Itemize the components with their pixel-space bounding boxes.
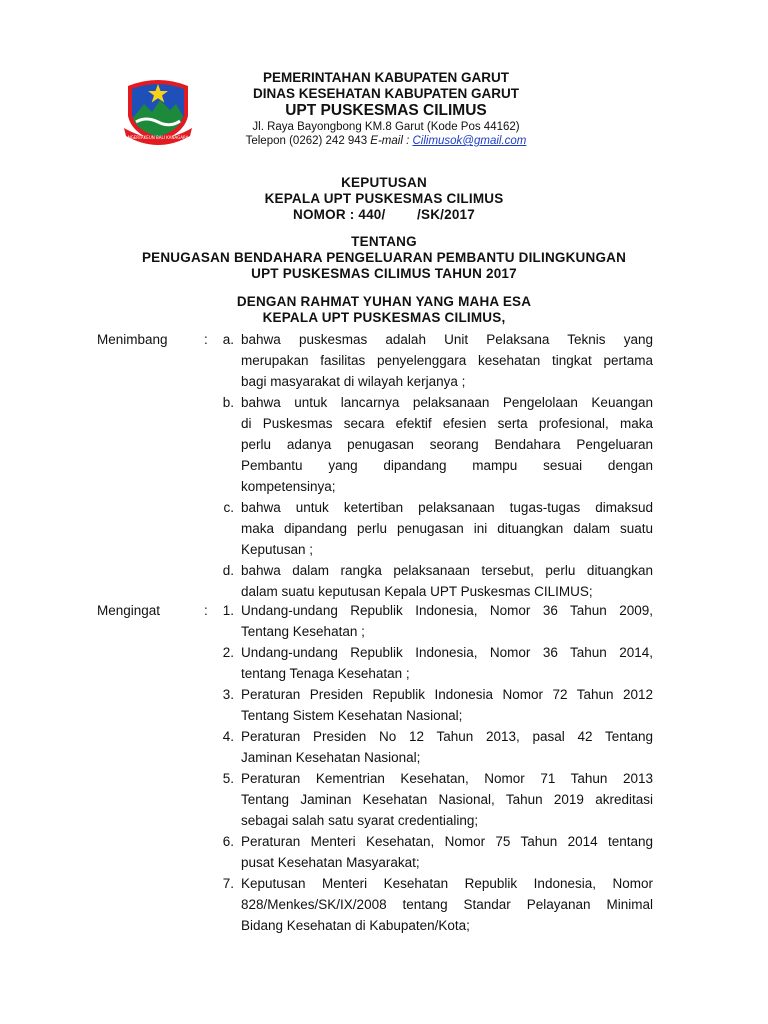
- mengingat-item-text: sebagai salah satu syarat credentialing;: [241, 813, 479, 828]
- mengingat-item-text: Bidang Kesehatan di Kabupaten/Kota;: [241, 918, 470, 933]
- mengingat-line: [0, 642, 768, 663]
- mengingat-item-text: 828/Menkes/SK/IX/2008 tentang Standar Pelayanan Minimal: [241, 897, 653, 912]
- decree-number: NOMOR : 440/ /SK/2017: [293, 207, 475, 222]
- mengingat-label: Mengingat: [97, 603, 161, 618]
- institution-name: UPT PUSKESMAS CILIMUS: [285, 102, 487, 119]
- mengingat-item-text: tentang Tenaga Kesehatan ;: [241, 666, 410, 681]
- menimbang-item-text: bahwa untuk lancarnya pelaksanaan Pengelolaan Keuangan: [241, 395, 653, 410]
- mengingat-line: [0, 915, 768, 936]
- menimbang-item-text: bahwa untuk ketertiban pelaksanaan tugas-tugas dimaksud: [241, 500, 653, 515]
- contact-line: [206, 134, 566, 148]
- mengingat-item-text: Peraturan Menteri Kesehatan, Nomor 75 Tahun 2014 tentang: [241, 834, 653, 849]
- menimbang-item-marker: a.: [222, 332, 234, 347]
- menimbang-line: [0, 413, 768, 434]
- mengingat-item-marker: 7.: [222, 876, 234, 891]
- email-link[interactable]: Cilimusok@gmail.com: [412, 135, 527, 147]
- menimbang-line: [0, 455, 768, 476]
- mengingat-line: [0, 621, 768, 642]
- mengingat-line: [0, 705, 768, 726]
- mengingat-item-text: Peraturan Presiden Republik Indonesia Nomor 72 Tahun 2012: [241, 687, 653, 702]
- menimbang-line: [0, 497, 768, 518]
- invocation-line-1: DENGAN RAHMAT YUHAN YANG MAHA ESA: [236, 294, 532, 309]
- menimbang-line: [0, 581, 768, 602]
- menimbang-label: Menimbang: [97, 332, 168, 347]
- menimbang-line: [0, 539, 768, 560]
- decree-issuer: KEPALA UPT PUSKESMAS CILIMUS: [264, 191, 504, 206]
- garut-regency-emblem-icon: [122, 76, 194, 146]
- mengingat-line: [0, 747, 768, 768]
- menimbang-line: [0, 371, 768, 392]
- phone: Telepon (0262) 242 943: [245, 135, 371, 147]
- svg-text:NGERTAKEUN BALI KANAGARA: NGERTAKEUN BALI KANAGARA: [127, 135, 189, 140]
- mengingat-item-text: pusat Kesehatan Masyarakat;: [241, 855, 420, 870]
- email-label: E-mail :: [370, 135, 413, 147]
- mengingat-line: [0, 873, 768, 894]
- department-name: DINAS KESEHATAN KABUPATEN GARUT: [253, 86, 519, 101]
- menimbang-line: [0, 560, 768, 581]
- menimbang-colon: :: [204, 332, 208, 347]
- mengingat-item-text: Undang-undang Republik Indonesia, Nomor 36 Tahun 2009,: [241, 603, 653, 618]
- mengingat-item-marker: 2.: [222, 645, 234, 660]
- mengingat-item-text: Undang-undang Republik Indonesia, Nomor 36 Tahun 2014,: [241, 645, 653, 660]
- menimbang-item-text: merupakan fasilitas penyelenggara kesehatan tingkat pertama: [241, 353, 653, 368]
- mengingat-line: [0, 831, 768, 852]
- tentang-heading: TENTANG: [351, 234, 417, 249]
- mengingat-item-text: Tentang Sistem Kesehatan Nasional;: [241, 708, 463, 723]
- decree-subject-line-2: UPT PUSKESMAS CILIMUS TAHUN 2017: [251, 266, 517, 281]
- mengingat-item-marker: 6.: [222, 834, 234, 849]
- mengingat-item-text: Peraturan Presiden No 12 Tahun 2013, pasal 42 Tentang: [241, 729, 653, 744]
- mengingat-item-text: Keputusan Menteri Kesehatan Republik Indonesia, Nomor: [241, 876, 653, 891]
- menimbang-item-text: bagi masyarakat di wilayah kerjanya ;: [241, 374, 466, 389]
- menimbang-item-text: dalam suatu keputusan Kepala UPT Puskesmas CILIMUS;: [241, 584, 593, 599]
- mengingat-colon: :: [204, 603, 208, 618]
- decree-title-block: [0, 175, 768, 326]
- menimbang-line: [0, 518, 768, 539]
- mengingat-item-text: Peraturan Kementrian Kesehatan, Nomor 71 Tahun 2013: [241, 771, 653, 786]
- menimbang-item-text: Keputusan ;: [241, 542, 314, 557]
- mengingat-item-text: Tentang Kesehatan ;: [241, 624, 365, 639]
- mengingat-item-marker: 4.: [222, 729, 234, 744]
- menimbang-item-marker: b.: [222, 395, 234, 410]
- menimbang-item-text: perlu adanya penugasan seorang Bendahara Pengeluaran: [241, 437, 653, 452]
- menimbang-item-marker: d.: [222, 563, 234, 578]
- menimbang-item-text: bahwa dalam rangka pelaksanaan tersebut, perlu dituangkan: [241, 563, 653, 578]
- menimbang-item-text: bahwa puskesmas adalah Unit Pelaksana Teknis yang: [241, 332, 653, 347]
- government-name: PEMERINTAHAN KABUPATEN GARUT: [263, 70, 509, 85]
- mengingat-line: [0, 663, 768, 684]
- decree-heading: KEPUTUSAN: [341, 175, 427, 190]
- mengingat-item-text: Tentang Jaminan Kesehatan Nasional, Tahun 2019 akreditasi: [241, 792, 653, 807]
- decree-subject-line-1: PENUGASAN BENDAHARA PENGELUARAN PEMBANTU DILINGKUNGAN: [141, 250, 627, 265]
- mengingat-line: [0, 852, 768, 873]
- mengingat-line: [0, 810, 768, 831]
- mengingat-item-marker: 1.: [222, 603, 234, 618]
- menimbang-item-text: kompetensinya;: [241, 479, 336, 494]
- mengingat-section: [0, 600, 768, 936]
- mengingat-line: [0, 726, 768, 747]
- menimbang-line: [0, 329, 768, 350]
- mengingat-line: [0, 684, 768, 705]
- menimbang-section: [0, 329, 768, 602]
- menimbang-item-text: maka dipandang perlu penugasan ini dituangkan dalam suatu: [241, 521, 653, 536]
- menimbang-line: [0, 350, 768, 371]
- menimbang-item-marker: c.: [223, 500, 234, 515]
- menimbang-line: [0, 392, 768, 413]
- mengingat-line: [0, 768, 768, 789]
- mengingat-item-marker: 3.: [222, 687, 234, 702]
- menimbang-item-text: di Puskesmas secara efektif efesien serta profesional, maka: [241, 416, 653, 431]
- mengingat-item-text: Jaminan Kesehatan Nasional;: [241, 750, 421, 765]
- invocation-line-2: KEPALA UPT PUSKESMAS CILIMUS,: [262, 310, 506, 325]
- menimbang-line: [0, 434, 768, 455]
- menimbang-line: [0, 476, 768, 497]
- address: Jl. Raya Bayongbong KM.8 Garut (Kode Pos 44162): [252, 121, 520, 133]
- mengingat-line: [0, 789, 768, 810]
- mengingat-line: [0, 600, 768, 621]
- mengingat-line: [0, 894, 768, 915]
- mengingat-item-marker: 5.: [222, 771, 234, 786]
- letterhead-text: [206, 70, 566, 148]
- menimbang-item-text: Pembantu yang dipandang mampu sesuai dengan: [241, 458, 653, 473]
- letterhead: [0, 62, 768, 152]
